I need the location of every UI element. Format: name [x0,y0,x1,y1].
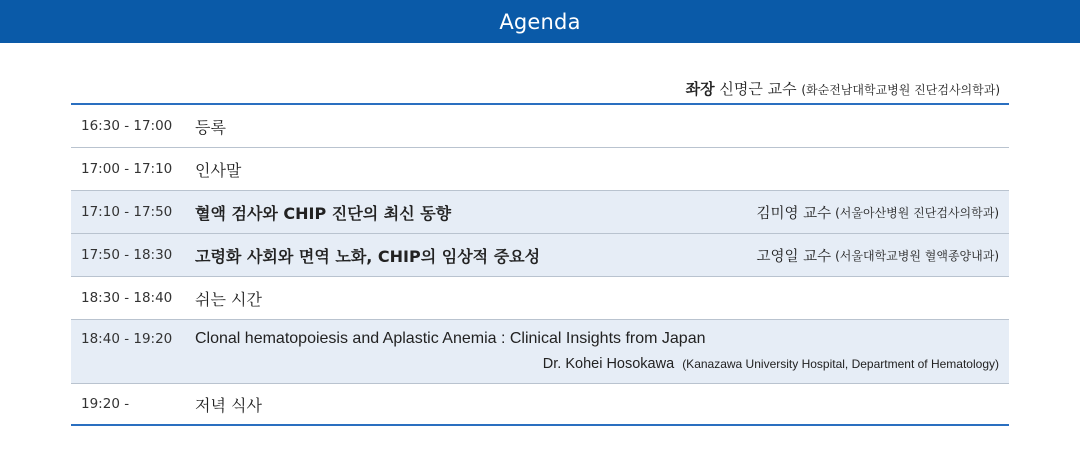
agenda-row-session-3 [71,320,1009,384]
row-title: 등록 [195,117,226,137]
agenda-banner [0,0,1080,43]
row-title: 혈액 검사와 CHIP 진단의 최신 동향 [195,203,452,223]
agenda-row-session-1 [71,191,1009,234]
row-time: 17:10 - 17:50 [81,204,173,220]
row-time: 18:40 - 19:20 [81,331,173,347]
row-time: 17:00 - 17:10 [81,161,173,177]
speaker-name: Dr. Kohei Hosokawa [542,356,675,372]
agenda-row-greeting [71,148,1009,191]
row-time: 17:50 - 18:30 [81,247,173,263]
speaker-name: 김미영 교수 [756,205,832,222]
agenda-row-session-2 [71,234,1009,277]
row-title: Clonal hematopoiesis and Aplastic Anemia : Clinical Insights from Japan [195,330,706,347]
chair-role: 좌장 [685,80,715,98]
row-title: 인사말 [195,160,242,180]
chair-name: 신명근 교수 [719,80,797,98]
row-speaker [756,234,999,276]
agenda-row-dinner [71,384,1009,426]
speaker-affiliation: (서울아산병원 진단검사의학과) [835,205,999,220]
agenda-row-registration [71,105,1009,148]
row-time: 19:20 - [81,396,130,412]
row-title: 저녁 식사 [195,395,262,415]
speaker-affiliation: (서울대학교병원 혈액종양내과) [835,248,999,263]
row-speaker [543,356,999,372]
speaker-name: 고영일 교수 [756,248,832,265]
chair-affiliation: (화순전남대학교병원 진단검사의학과) [801,83,1000,97]
chairperson-line [70,78,1000,99]
page-title: Agenda [499,9,581,34]
row-speaker [756,191,999,233]
row-time: 16:30 - 17:00 [81,118,173,134]
speaker-affiliation: (Kanazawa University Hospital, Department of Hematology) [682,357,999,371]
agenda-row-break [71,277,1009,320]
agenda-table [71,103,1009,426]
row-title: 쉬는 시간 [195,289,262,309]
row-time: 18:30 - 18:40 [81,290,173,306]
row-title: 고령화 사회와 면역 노화, CHIP의 임상적 중요성 [195,246,541,266]
